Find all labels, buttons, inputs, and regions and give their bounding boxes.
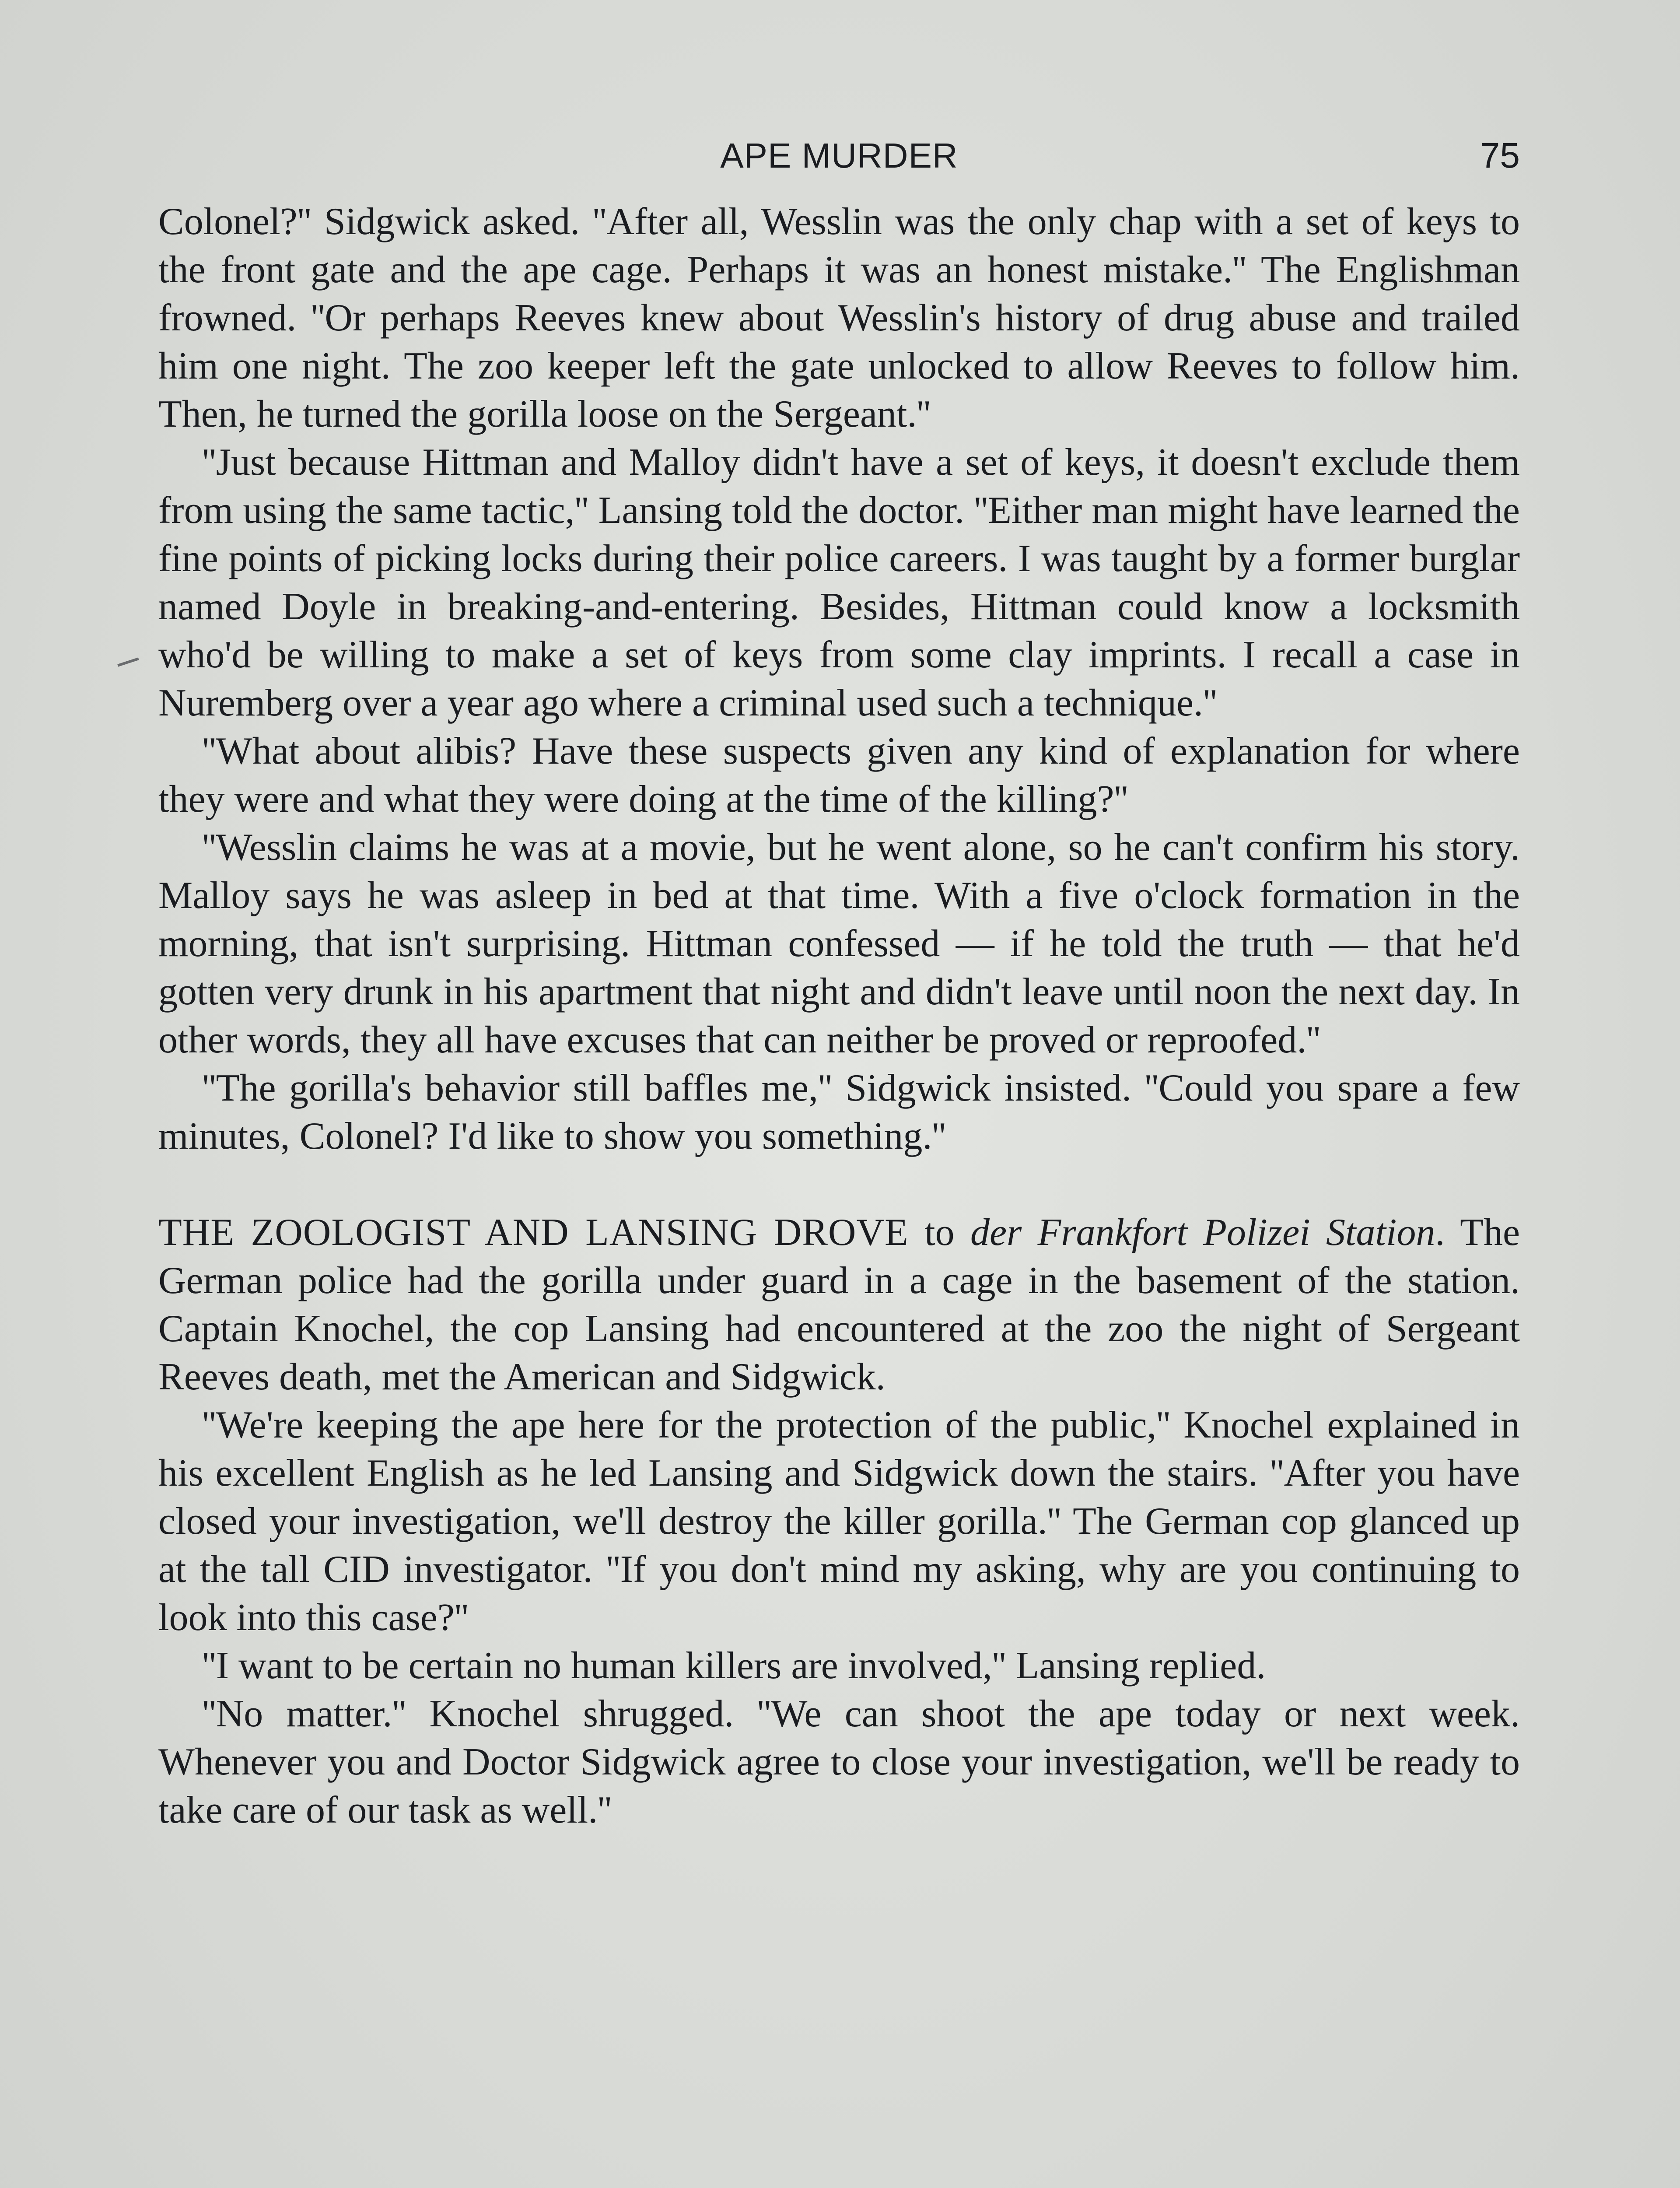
paragraph: ''No matter.'' Knochel shrugged. ''We can shoot the ape today or next week. Whenever you and Doctor Sidgwick agree to close your investigation, we'll be ready to take care of our task as well.'': [158, 1693, 1520, 1831]
paragraph: ''Wesslin claims he was at a movie, but he went alone, so he can't confirm his story. Malloy says he was asleep in bed at that time. With a five o'clock formation in the morning, that isn't surprising. Hittman confessed — if he told the truth — that he'd gotten very drunk in his apartment that night and didn't leave until noon the next day. In other words, they all have excuses that can neither be proved or reproofed.'': [158, 826, 1520, 1061]
paragraph: ''Just because Hittman and Malloy didn't have a set of keys, it doesn't exclude them from using the same tactic,'' Lansing told the doctor. ''Either man might have learned the fine points of picking locks during their police careers. I was taught by a former burglar named Doyle in breaking-and-entering. Besides, Hittman could know a locksmith who'd be willing to make a set of keys from some clay imprints. I recall a case in Nuremberg over a year ago where a criminal used such a technique.'': [158, 441, 1520, 724]
body-text: [158, 198, 1520, 1834]
paragraph: ''We're keeping the ape here for the protection of the public,'' Knochel explained in his excellent English as he led Lansing and Sidgwick down the stairs. ''After you have closed your investigation, we'll destroy the killer gorilla.'' The German cop glanced up at the tall CID investigator. ''If you don't mind my asking, why are you continuing to look into this case?'': [158, 1404, 1520, 1639]
running-title: APE MURDER: [720, 136, 958, 175]
margin-pencil-mark: [117, 657, 139, 666]
paragraph: ''The gorilla's behavior still baffles me,'' Sidgwick insisted. ''Could you spare a few minutes, Colonel? I'd like to show you something.'': [158, 1067, 1520, 1157]
paragraph: Colonel?'' Sidgwick asked. ''After all, Wesslin was the only chap with a set of keys to the front gate and the ape cage. Perhaps it was an honest mistake.'' The Englishman frowned. ''Or perhaps Reeves knew about Wesslin's history of drug abuse and trailed him one night. The zoo keeper left the gate unlocked to allow Reeves to follow him. Then, he turned the gorilla loose on the Sergeant.'': [158, 200, 1520, 435]
section-opening-paragraph: [158, 1209, 1520, 1401]
section-break: [158, 1161, 1520, 1209]
section-lead-in: THE ZOOLOGIST AND LANSING DROVE: [158, 1211, 909, 1254]
paragraph: ''I want to be certain no human killers are involved,'' Lansing replied.: [202, 1645, 1266, 1687]
page-number: 75: [1480, 136, 1520, 175]
running-head: [158, 130, 1520, 182]
place-name-italic: der Frankfort Polizei Station: [970, 1211, 1435, 1254]
section-lead-connector: to: [908, 1211, 970, 1254]
paragraph: ''What about alibis? Have these suspects given any kind of explanation for where they were and what they were doing at the time of the killing?'': [158, 730, 1520, 820]
section-lead-continuation: . The German police had the gorilla under guard in a cage in the basement of the station. Captain Knochel, the cop Lansing had encountered at the zoo the night of Sergeant Reeves death, met the American and Sidgwick.: [158, 1211, 1520, 1398]
